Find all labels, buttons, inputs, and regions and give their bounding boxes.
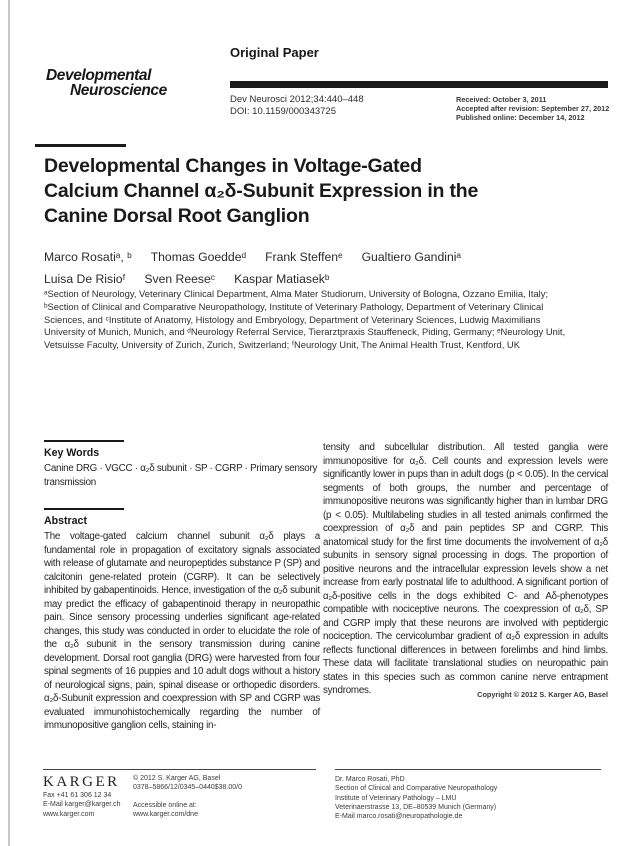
footer-rule-left: [43, 769, 316, 770]
author-name: Thomas Goeddeᵈ: [150, 250, 247, 264]
keywords-heading: Key Words: [44, 447, 100, 459]
citation-line: Dev Neurosci 2012;34:440–448: [230, 94, 364, 105]
author-name: Kaspar Matiasekᵇ: [234, 272, 330, 286]
journal-logo-line2: Neuroscience: [70, 82, 167, 99]
footer-rule-right: [335, 769, 601, 770]
journal-logo: [46, 68, 206, 98]
correspondence-section: Section of Clinical and Comparative Neuropathology: [335, 785, 498, 793]
title-rule: [35, 144, 126, 147]
abstract-left-column: The voltage-gated calcium channel subunit α₂δ plays a fundamental role in propagation of excitatory signals associated with release of glutamate and neuropeptides substance P (SP) and calcitonin gene-related protein (CGRP). It can be selectively inhibited by gabapentinoids. Hence, investigation of the α₂δ subunit may predict the efficacy of gabapentinoid therapy in neuropathic pain. Since sensory processing underlies significant age-related changes, this study was conducted in order to elucidate the role of the α₂δ subunit in the sensory transmission during canine development. Dorsal root ganglia (DRG) were harvested from four spinal segments of 16 puppies and 10 adult dogs without a history of neurological signs, pain, spinal disease or orthopedic disorders. α₂δ-Subunit expression and coexpression with SP and CGRP was evaluated immunohistochemically regarding the number of immunopositive ganglion cells, staining in-: [44, 531, 320, 731]
received-date: Received: October 3, 2011: [456, 95, 547, 104]
correspondence-email: E-Mail marco.rosati@neuropathologie.de: [335, 813, 463, 821]
abstract-rule: [44, 508, 124, 510]
abstract-copyright: Copyright © 2012 S. Karger AG, Basel: [477, 690, 608, 699]
published-date: Published online: December 14, 2012: [456, 113, 585, 123]
citation-block: [230, 94, 364, 117]
keywords-text: Canine DRG · VGCC · α₂δ subunit · SP · CGRP · Primary sensory transmission: [44, 463, 318, 488]
page-edge-line: [8, 0, 10, 846]
publisher-fax: Fax +41 61 306 12 34: [43, 792, 112, 799]
karger-publisher-logo: KARGER: [43, 774, 120, 790]
online-access-url: www.karger.com/dne: [133, 810, 198, 818]
doi-line: DOI: 10.1159/000343725: [230, 105, 336, 117]
dates-block: [456, 95, 609, 123]
correspondence-address: Veterinaerstrasse 13, DE–80539 Munich (Germany): [335, 803, 497, 811]
article-title: [44, 154, 604, 229]
article-title-line2: Calcium Channel α₂δ-Subunit Expression in the: [44, 180, 479, 202]
left-column: [44, 440, 320, 733]
author-name: Gualtiero Gandiniᵃ: [361, 250, 461, 264]
authors-line-2: [44, 272, 604, 286]
correspondence-institute: Institute of Veterinary Pathology – LMU: [335, 794, 457, 802]
publisher-website: www.karger.com: [43, 810, 95, 818]
authors-line-1: [44, 250, 604, 264]
abstract-right-column: tensity and subcellular distribution. All tested ganglia were immunopositive for α₂δ. Cell counts and expression levels were significantly lower in pups than in adult dogs (p < 0.05). In the cervical segments of both groups, the number and percentage of immunopositive neurons was significantly higher than in lumbar DRG (p < 0.05). Multilabeling studies in all tested animals confirmed the coexpression of α₂δ and pain peptides SP and CGRP. This anatomical study for the first time documents the involvement of α₂δ subunits in sensory signal processing in dogs. The proportion of positive neurons and the intracellular expression levels show a net increase from early postnatal life to adulthood. A significant portion of α₂δ-positive cells in the dogs exhibited C- and Aδ-phenotypes compatible with nociceptive neurons. The coexpression of α₂δ, SP and CGRP imply that these neurons are involved with peptidergic nociception. The cervicolumbar gradient of α₂δ expression in adults reflects functional differences in between forelimbs and hind limbs. These data will facilitate translational studies on neuropathic pain states in this species such as common canine nerve entrapment syndromes.: [323, 442, 608, 696]
issn-line: 0378–5866/12/0345–0440$38.00/0: [133, 784, 242, 792]
author-name: Sven Reeseᶜ: [144, 272, 216, 286]
correspondence-block: [335, 775, 497, 821]
author-name: Luisa De Risioᶠ: [44, 272, 126, 286]
header-divider-bar: [230, 81, 608, 88]
online-access-label: Accessible online at:: [133, 801, 197, 809]
article-title-line3: Canine Dorsal Root Ganglion: [44, 205, 310, 227]
correspondence-name: Dr. Marco Rosati, PhD: [335, 776, 405, 783]
abstract-heading: Abstract: [44, 515, 87, 527]
original-paper-label: Original Paper: [230, 45, 319, 60]
journal-logo-line1: Developmental: [46, 67, 152, 84]
article-title-line1: Developmental Changes in Voltage-Gated: [44, 155, 422, 177]
affiliations-text: ᵃSection of Neurology, Veterinary Clinical Department, Alma Mater Studiorum, University of Bologna, Ozzano Emilia, Italy; ᵇSection of Clinical and Comparative Neuropathology, Institute of Veterinary Pathology, Department of Veterinary Clinical Sciences, and ᶜInstitute of Anatomy, Histology and Embryology, Department of Veterinary Sciences, Ludwig Maximilians University of Munich, Munich, and ᵈNeurology Referral Service, Tierarztpraxis Stauffeneck, Piding, Germany; ᵉNeurology Unit, Vetsuisse Faculty, University of Zurich, Zurich, Switzerland; ᶠNeurology Unit, The Animal Health Trust, Kentford, UK: [44, 288, 566, 351]
keywords-rule: [44, 440, 124, 442]
author-name: Frank Steffenᵉ: [265, 250, 343, 264]
right-column: [323, 441, 608, 702]
accepted-date: Accepted after revision: September 27, 2012: [456, 104, 610, 114]
issue-copyright: © 2012 S. Karger AG, Basel: [133, 775, 221, 782]
issue-copyright-block: [133, 774, 242, 819]
publisher-email: E-Mail karger@karger.ch: [43, 801, 121, 809]
publisher-contact-block: [43, 791, 121, 819]
author-name: Marco Rosatiᵃ, ᵇ: [44, 250, 132, 264]
